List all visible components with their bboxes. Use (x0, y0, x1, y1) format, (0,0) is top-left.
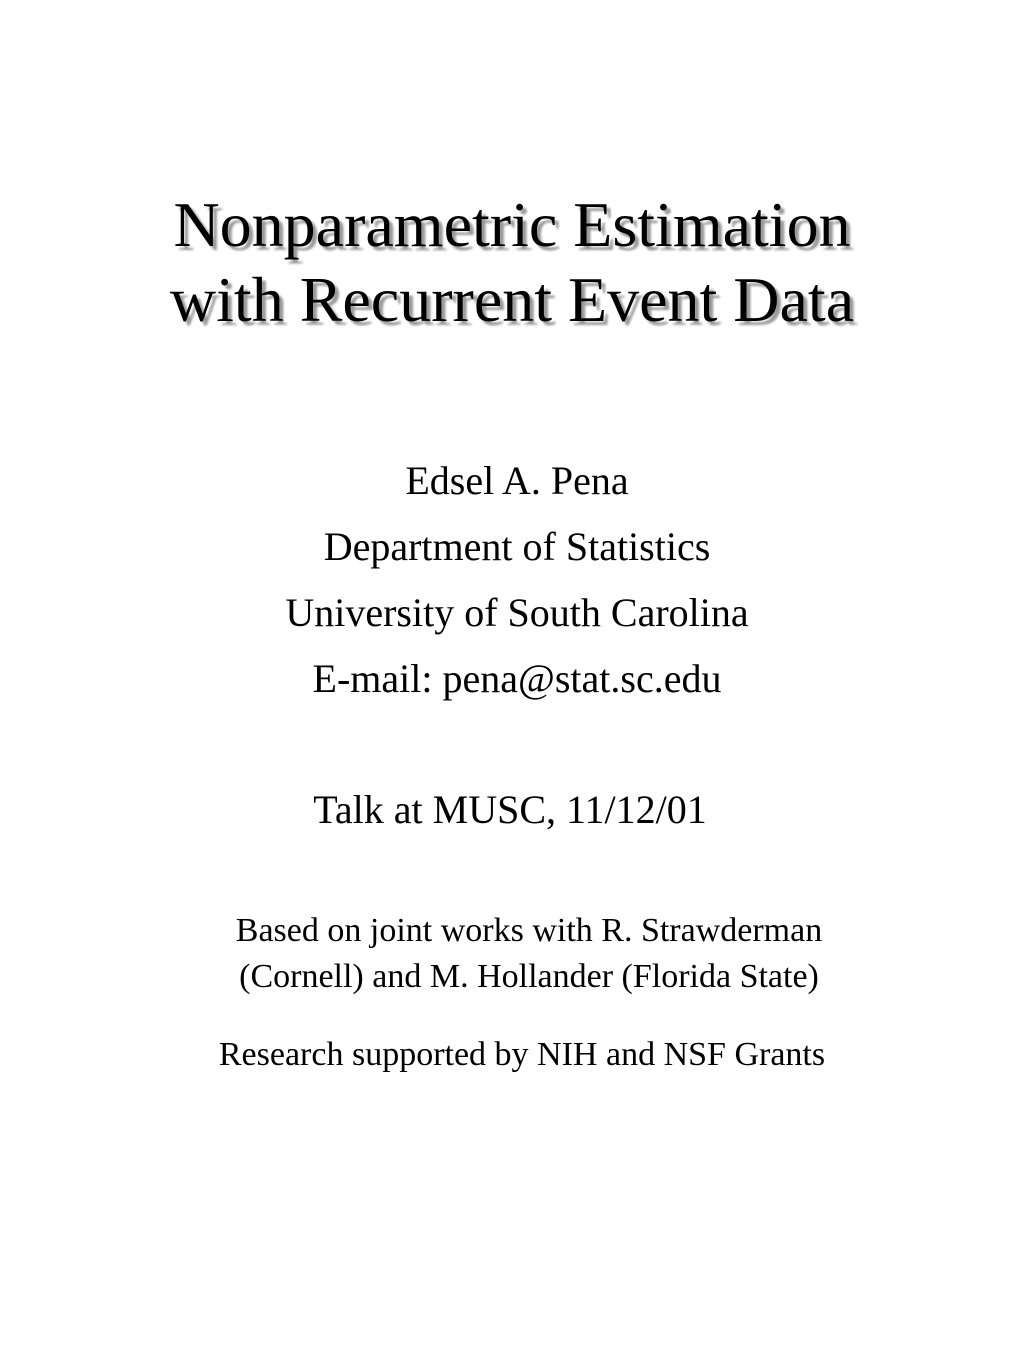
author-name: Edsel A. Pena (405, 458, 629, 503)
author-block (0, 455, 1024, 719)
author-university: University of South Carolina (285, 590, 749, 635)
slide-title (0, 188, 1024, 338)
author-department: Department of Statistics (323, 524, 711, 569)
joint-works-note (0, 908, 1024, 1000)
joint-works-line-2: (Cornell) and M. Hollander (Florida State) (239, 958, 819, 995)
talk-info: Talk at MUSC, 11/12/01 (313, 787, 707, 832)
funding-note: Research supported by NIH and NSF Grants (218, 1036, 826, 1073)
author-email: E-mail: pena@stat.sc.edu (312, 656, 722, 701)
title-line-1: Nonparametric Estimation (173, 189, 851, 260)
title-line-2: with Recurrent Event Data (169, 263, 855, 335)
joint-works-line-1: Based on joint works with R. Strawderman (235, 912, 823, 949)
